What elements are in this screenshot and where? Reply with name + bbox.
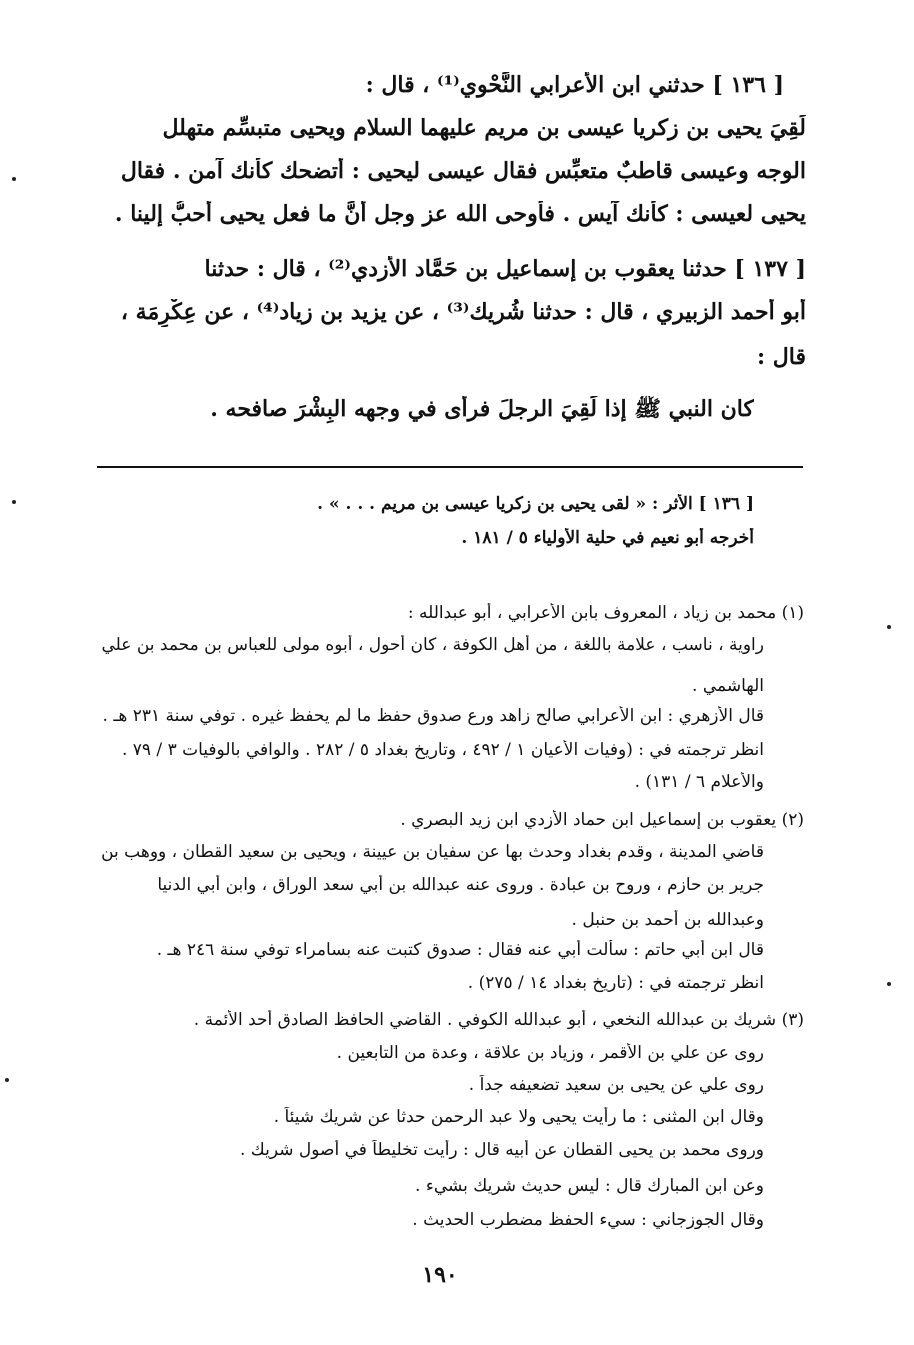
main-line: [ ١٣٦ ] حدثني ابن الأعرابي النَّحْوي⁽¹⁾ ، قال : <box>365 72 784 98</box>
main-line: قال : <box>757 344 806 370</box>
footnote-line: (١) محمد بن زياد ، المعروف بابن الأعرابي ، أبو عبدالله : <box>407 603 804 623</box>
scan-speck <box>887 982 891 986</box>
footnote-line: روى علي عن يحيى بن سعيد تضعيفه جداً . <box>468 1075 764 1095</box>
footnote-separator <box>97 466 803 468</box>
footnote-line: قال ابن أبي حاتم : سألت أبي عنه فقال : صدوق كتبت عنه بسامراء توفي سنة ٢٤٦ هـ . <box>156 940 764 960</box>
footnote-line: روى عن علي بن الأقمر ، وزياد بن علاقة ، وعدة من التابعين . <box>336 1043 764 1063</box>
takhrij-line: أخرجه أبو نعيم في حلية الأولياء ٥ / ١٨١ . <box>461 528 754 548</box>
main-line: [ ١٣٧ ] حدثنا يعقوب بن إسماعيل بن حَمَّاد الأزدي⁽²⁾ ، قال : حدثنا <box>204 256 806 282</box>
footnote-line: وعبدالله بن أحمد بن حنبل . <box>571 910 764 930</box>
footnote-line: جرير بن حازم ، وروح بن عبادة . وروى عنه عبدالله بن أبي سعد الوراق ، وابن أبي الدنيا <box>157 875 764 895</box>
takhrij-line: [ ١٣٦ ] الأثر : « لقى يحيى بن زكريا عيسى بن مريم . . . » . <box>317 494 754 514</box>
main-line: كان النبي ﷺ إذا لَقِيَ الرجلَ فرأى في وجهه البِشْرَ صافحه . <box>210 396 754 422</box>
footnote-line: قال الأزهري : ابن الأعرابي صالح زاهد ورع صدوق حفظ ما لم يحفظ غيره . توفي سنة ٢٣١ هـ . <box>102 706 764 726</box>
scan-speck <box>12 177 16 181</box>
footnote-line: قاضي المدينة ، وقدم بغداد وحدث بها عن سفيان بن عيينة ، ويحيى بن سعيد القطان ، ووهب بن <box>101 842 764 862</box>
footnote-line: (٣) شريك بن عبدالله النخعي ، أبو عبدالله الكوفي . القاضي الحافظ الصادق أحد الأئمة . <box>193 1010 804 1030</box>
footnote-line: راوية ، ناسب ، علامة باللغة ، من أهل الكوفة ، كان أحول ، أبوه مولى للعباس بن محمد بن علي <box>101 635 764 655</box>
footnote-line: انظر ترجمته في : (تاريخ بغداد ١٤ / ٢٧٥) . <box>467 973 764 993</box>
main-line: لَقِيَ يحيى بن زكريا عيسى بن مريم عليهما السلام ويحيى متبسِّم متهلل <box>162 115 806 141</box>
page-number: ١٩٠ <box>422 1262 458 1288</box>
footnote-line: والأعلام ٦ / ١٣١) . <box>634 772 764 792</box>
scan-speck <box>12 500 16 504</box>
scan-speck <box>887 625 891 629</box>
main-line: يحيى لعيسى : كأنك آيس . فأوحى الله عز وجل أنَّ ما فعل يحيى أحبُّ إلينا . <box>114 201 806 227</box>
footnote-line: انظر ترجمته في : (وفيات الأعيان ١ / ٤٩٢ ، وتاريخ بغداد ٥ / ٢٨٢ . والوافي بالوفيات ٣ / ٧٩ . <box>121 740 764 760</box>
scan-speck <box>5 1078 9 1082</box>
footnote-line: وروى محمد بن يحيى القطان عن أبيه قال : رأيت تخليطاً في أصول شريك . <box>240 1140 764 1160</box>
footnote-line: الهاشمي . <box>692 676 764 696</box>
main-line: الوجه وعيسى قاطبٌ متعبِّس فقال عيسى ليحيى : أتضحك كأنك آمن . فقال <box>120 158 806 184</box>
footnote-line: (٢) يعقوب بن إسماعيل ابن حماد الأزدي ابن زيد البصري . <box>400 810 804 830</box>
main-line: أبو أحمد الزبيري ، قال : حدثنا شُريك⁽³⁾ ، عن يزيد بن زياد⁽⁴⁾ ، عن عِكْرِمَة ، <box>120 299 806 325</box>
footnote-line: وقال الجوزجاني : سيء الحفظ مضطرب الحديث . <box>412 1210 764 1230</box>
footnote-line: وقال ابن المثنى : ما رأيت يحيى ولا عبد الرحمن حدثا عن شريك شيئاً . <box>273 1107 764 1127</box>
footnote-line: وعن ابن المبارك قال : ليس حديث شريك بشيء . <box>415 1176 764 1196</box>
